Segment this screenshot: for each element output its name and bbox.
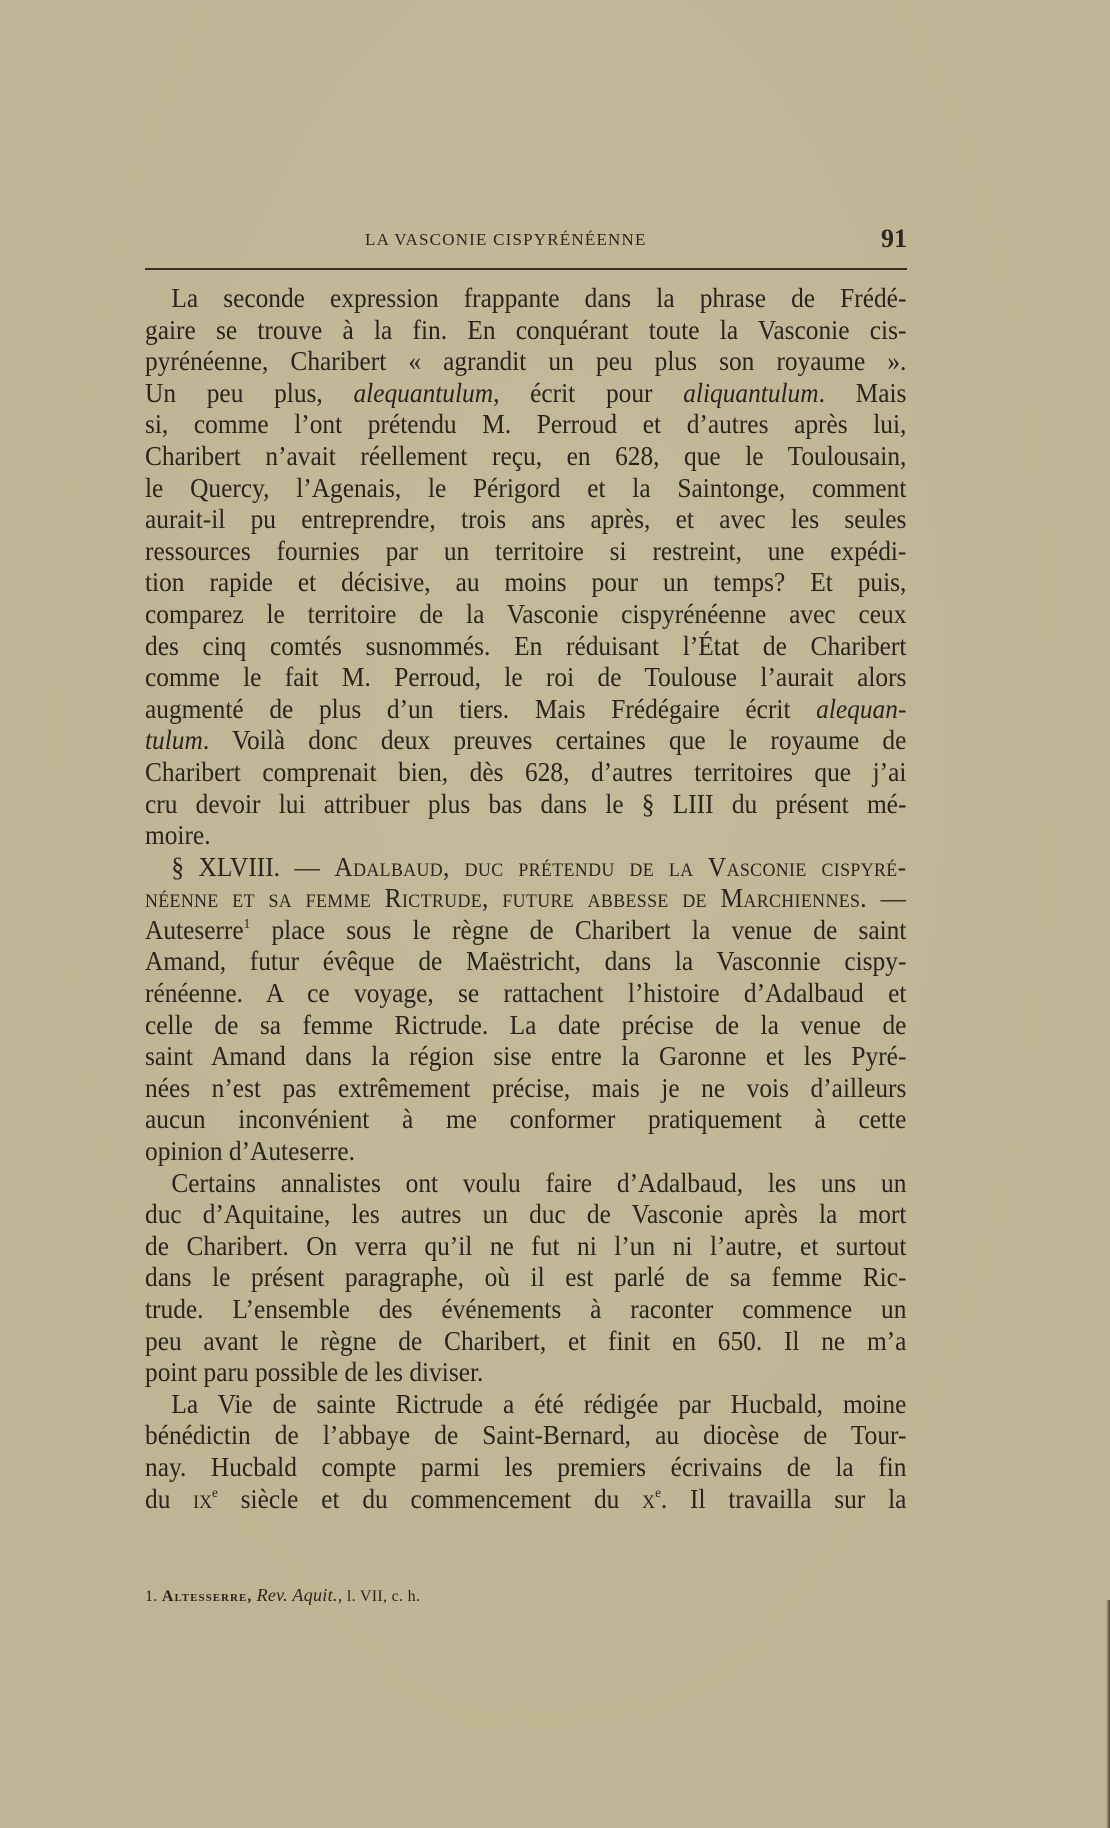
- italic-term: aliquantulum: [683, 377, 819, 408]
- page-edge-shadow: [1106, 1600, 1110, 1828]
- text-line: La Vie de sainte Rictrude a été rédigée par Hucbald, moine: [171, 1388, 907, 1419]
- text-line: cru devoir lui attribuer plus bas dans le § LIII du présent mé-: [145, 788, 907, 819]
- header-rule: [145, 268, 907, 270]
- text-fragment: Un peu plus,: [145, 377, 354, 408]
- text-line: Charibert comprenait bien, dès 628, d’autres territoires que j’ai: [145, 756, 907, 787]
- century-numeral: x: [642, 1483, 656, 1514]
- body-text: [145, 283, 907, 1515]
- text-line: des cinq comtés susnommés. En réduisant l’État de Charibert: [145, 630, 907, 661]
- footnote-marker[interactable]: 1: [243, 916, 251, 932]
- text-fragment: du: [145, 1483, 194, 1514]
- text-line: aucun inconvénient à me conformer pratiquement à cette: [145, 1104, 907, 1135]
- text-line: comparez le territoire de la Vasconie cispyrénéenne avec ceux: [145, 598, 907, 629]
- text-line: celle de sa femme Rictrude. La date précise de la venue de: [145, 1009, 907, 1040]
- text-line: nay. Hucbald compte parmi les premiers écrivains de la fin: [145, 1451, 907, 1482]
- text-line: Certains annalistes ont voulu faire d’Adalbaud, les uns un: [171, 1167, 907, 1198]
- text-line: dans le présent paragraphe, où il est parlé de sa femme Ric-: [145, 1262, 907, 1293]
- text-line: rénéenne. A ce voyage, se rattachent l’histoire d’Adalbaud et: [145, 978, 907, 1009]
- text-line: opinion d’Auteserre.: [145, 1136, 356, 1167]
- text-line-with-footnote: [145, 915, 906, 947]
- text-line-with-italics: [145, 725, 906, 757]
- running-title: LA VASCONIE CISPYRÉNÉENNE: [365, 230, 647, 249]
- text-line: trude. L’ensemble des événements à raconter commence un: [145, 1294, 907, 1324]
- text-line: pyrénéenne, Charibert « agrandit un peu plus son royaume ».: [145, 346, 907, 377]
- text-line: si, comme l’ont prétendu M. Perroud et d’autres après lui,: [145, 409, 907, 440]
- text-fragment: . Mais: [818, 377, 907, 408]
- page-number: 91: [881, 224, 907, 253]
- footnote: [145, 1585, 420, 1606]
- text-line-with-italics: [145, 694, 906, 726]
- text-line: Amand, futur évêque de Maëstricht, dans la Vasconnie cispy-: [145, 946, 907, 977]
- footnote-reference: l. VII, c. h.: [346, 1588, 421, 1605]
- text-line: de Charibert. On verra qu’il ne fut ni l’un ni l’autre, et surtout: [145, 1230, 907, 1261]
- section-title: Adalbaud, duc prétendu de la Vasconie cispyré-: [334, 851, 907, 882]
- text-line: duc d’Aquitaine, les autres un duc de Vasconie après la mort: [145, 1199, 907, 1230]
- ordinal-suffix: e: [655, 1485, 661, 1501]
- text-line: saint Amand dans la région sise entre la Garonne et les Pyré-: [145, 1041, 907, 1072]
- italic-term: alequan-: [816, 693, 907, 724]
- footnote-author: Altesserre,: [161, 1588, 253, 1605]
- ordinal-suffix: e: [212, 1485, 218, 1501]
- section-number: § XLVIII. —: [171, 851, 320, 882]
- text-line-with-century: [145, 1484, 906, 1516]
- section-heading-line: néenne et sa femme Rictrude, future abbesse de Marchiennes. —: [145, 883, 907, 914]
- text-line: point paru possible de les diviser.: [145, 1357, 484, 1388]
- text-line: aurait-il pu entreprendre, trois ans après, et avec les seules: [145, 504, 907, 535]
- italic-term: tulum: [145, 725, 203, 756]
- text-fragment: siècle et du commencement du: [217, 1483, 643, 1514]
- text-fragment: , écrit pour: [493, 377, 684, 408]
- text-fragment: . Il travailla sur la: [660, 1483, 907, 1514]
- italic-term: alequantulum: [353, 377, 494, 408]
- text-line: tion rapide et décisive, au moins pour un temps? Et puis,: [145, 567, 907, 598]
- text-line: bénédictin de l’abbaye de Saint-Bernard, au diocèse de Tour-: [145, 1420, 907, 1451]
- text-line-with-italics: [145, 378, 906, 410]
- text-line: gaire se trouve à la fin. En conquérant toute la Vasconie cis-: [145, 314, 907, 345]
- text-line: Charibert n’avait réellement reçu, en 628, que le Toulousain,: [145, 440, 907, 471]
- text-fragment: . Voilà donc deux preuves certaines que le royaume de: [202, 725, 907, 756]
- footnote-work: Rev. Aquit.,: [256, 1585, 343, 1605]
- text-fragment: augmenté de plus d’un tiers. Mais Frédégaire écrit: [145, 693, 817, 724]
- running-head: [145, 226, 907, 254]
- century-numeral: ix: [193, 1483, 213, 1514]
- text-line: comme le fait M. Perroud, le roi de Toulouse l’aurait alors: [145, 662, 907, 693]
- text-line: moire.: [145, 820, 211, 851]
- text-line: peu avant le règne de Charibert, et finit en 650. Il ne m’a: [145, 1325, 907, 1356]
- section-heading-line: [145, 852, 906, 884]
- text-line: nées n’est pas extrêmement précise, mais je ne vois d’ailleurs: [145, 1072, 907, 1103]
- footnote-number: 1.: [145, 1588, 158, 1605]
- text-line: ressources fournies par un territoire si restreint, une expédi-: [145, 535, 907, 566]
- text-fragment: place sous le règne de Charibert la venue de saint: [250, 914, 907, 945]
- text-line: La seconde expression frappante dans la phrase de Frédé-: [171, 283, 907, 313]
- text-fragment: Auteserre: [145, 914, 244, 945]
- text-line: le Quercy, l’Agenais, le Périgord et la Saintonge, comment: [145, 472, 907, 503]
